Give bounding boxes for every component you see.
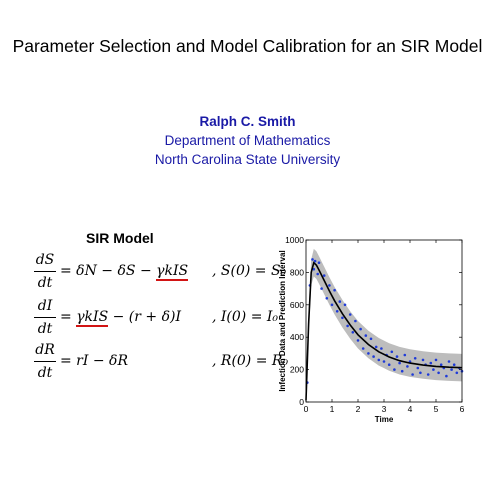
y-tick-label: 200 — [289, 364, 304, 375]
eq-initial-condition: , R(0) = R₀ — [212, 353, 289, 369]
prediction-interval-band — [306, 249, 462, 402]
data-point — [417, 367, 420, 370]
eq-initial-condition: , I(0) = I₀ — [212, 309, 279, 325]
data-point — [411, 373, 414, 376]
x-tick-label: 4 — [407, 404, 413, 414]
x-tick-label: 6 — [459, 404, 465, 414]
data-point — [336, 310, 339, 313]
data-point — [404, 354, 407, 357]
slide-title: Parameter Selection and Model Calibration for an SIR Model — [12, 36, 483, 56]
eq-fraction — [34, 250, 56, 293]
data-point — [323, 274, 326, 277]
eq-rhs — [60, 307, 181, 327]
eq-numerator: dS — [35, 252, 55, 268]
data-point — [372, 355, 375, 358]
department: Department of Mathematics — [164, 133, 331, 148]
eq-term-underlined: γkIS — [156, 263, 189, 279]
data-point — [328, 284, 331, 287]
data-point — [326, 297, 329, 300]
data-point — [414, 357, 417, 360]
data-point — [346, 325, 349, 328]
data-point — [453, 363, 456, 366]
data-point — [406, 365, 409, 368]
data-point — [448, 360, 451, 363]
data-point — [450, 368, 453, 371]
eq-numerator: dI — [37, 298, 53, 314]
y-tick-label: 0 — [299, 397, 304, 407]
author-name: Ralph C. Smith — [199, 114, 296, 129]
eq-denominator: dt — [37, 365, 53, 381]
eq-term: = rI − δR — [60, 353, 129, 369]
data-point — [316, 273, 319, 276]
data-point — [456, 372, 459, 375]
data-point — [396, 355, 399, 358]
data-point — [354, 320, 357, 323]
author-block — [0, 112, 495, 169]
infection-chart — [276, 232, 471, 432]
data-point — [339, 300, 342, 303]
y-tick-label: 600 — [289, 299, 304, 310]
eq-term: = — [60, 309, 77, 325]
data-point — [331, 304, 334, 307]
data-point — [311, 258, 314, 261]
data-point — [352, 331, 355, 334]
data-point — [432, 368, 435, 371]
data-point — [341, 317, 344, 320]
x-axis-label: Time — [374, 415, 394, 424]
data-point — [440, 363, 443, 366]
eq-denominator: dt — [37, 275, 53, 291]
eq-term-underlined: γkIS — [76, 309, 109, 325]
eq-denominator: dt — [37, 321, 53, 337]
x-tick-label: 0 — [303, 404, 309, 414]
eq-term: = δN − δS − — [60, 263, 157, 279]
y-tick-label: 800 — [289, 267, 304, 278]
data-point — [437, 372, 440, 375]
data-point — [367, 352, 370, 355]
data-point — [375, 346, 378, 349]
data-point — [401, 370, 404, 373]
y-axis-label: Infection Data and Prediction Interval — [278, 250, 287, 392]
data-point — [365, 334, 368, 337]
eq-rhs — [60, 261, 188, 281]
x-tick-label: 1 — [329, 404, 335, 414]
data-point — [422, 359, 425, 362]
data-point — [398, 362, 401, 365]
y-tick-label: 400 — [289, 332, 304, 343]
data-point — [320, 287, 323, 290]
fraction-bar — [34, 317, 56, 318]
data-point — [427, 373, 430, 376]
data-point — [349, 313, 352, 316]
data-point — [318, 261, 321, 264]
eq-numerator: dR — [35, 342, 55, 358]
data-point — [383, 360, 386, 363]
fraction-bar — [34, 361, 56, 362]
eq-initial-condition: , S(0) = S₀ — [212, 263, 287, 279]
x-tick-label: 2 — [355, 404, 361, 414]
data-point — [344, 304, 347, 307]
data-point — [419, 372, 422, 375]
fraction-bar — [34, 271, 56, 272]
x-tick-label: 3 — [381, 404, 387, 414]
data-point — [388, 363, 391, 366]
data-point — [430, 362, 433, 365]
eq-rhs — [60, 351, 128, 371]
data-point — [445, 375, 448, 378]
y-tick-label: 1000 — [285, 235, 304, 245]
data-point — [357, 339, 360, 342]
data-point — [370, 338, 373, 341]
eq-term: − (r + δ)I — [108, 309, 182, 325]
data-point — [362, 347, 365, 350]
data-point — [435, 359, 438, 362]
eq-fraction — [34, 296, 56, 339]
data-point — [391, 351, 394, 354]
university: North Carolina State University — [154, 152, 341, 167]
data-point — [378, 359, 381, 362]
data-point — [380, 347, 383, 350]
model-title: SIR Model — [86, 230, 154, 246]
x-tick-label: 5 — [433, 404, 439, 414]
data-point — [333, 289, 336, 292]
data-point — [359, 328, 362, 331]
data-point — [393, 368, 396, 371]
eq-fraction — [34, 340, 56, 383]
